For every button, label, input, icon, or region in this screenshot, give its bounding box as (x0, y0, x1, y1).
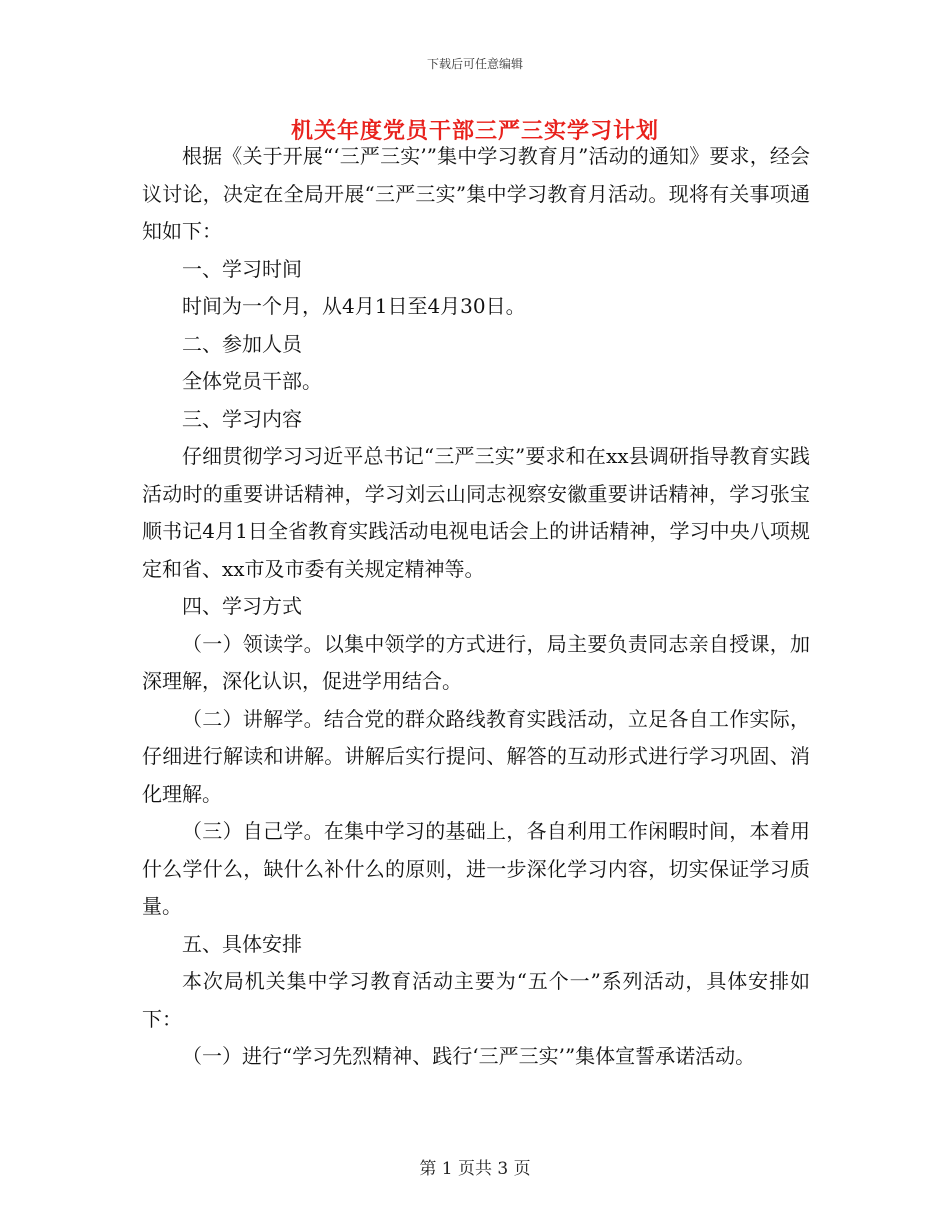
document-title: 机关年度党员干部三严三实学习计划 (290, 118, 659, 144)
section-heading-study-content: 三、学习内容 (182, 406, 302, 431)
paragraph-participants: 全体党员干部。 (182, 369, 322, 393)
section-heading-arrangement: 五、具体安排 (182, 931, 302, 956)
document-body (142, 138, 810, 1076)
section-heading-study-time: 一、学习时间 (182, 256, 302, 281)
paragraph-method-explanation: （二）讲解学。结合党的群众路线教育实践活动，立足各自工作实际，仔细进行解读和讲解。讲解后实行提问、解答的互动形式进行学习巩固、消化理解。 (142, 706, 810, 806)
paragraph-study-time: 时间为一个月，从4月1日至4月30日。 (182, 294, 526, 318)
paragraph-arrangement-intro: 本次局机关集中学习教育活动主要为“五个一”系列活动，具体安排如下： (142, 969, 810, 1031)
section-heading-study-method: 四、学习方式 (182, 594, 302, 618)
paragraph-study-content: 仔细贯彻学习习近平总书记“三严三实”要求和在xx县调研指导教育实践活动时的重要讲话精神，学习刘云山同志视察安徽重要讲话精神，学习张宝顺书记4月1日全省教育实践活动电视电话会上的讲话精神，学习中央八项规定和省、xx市及市委有关规定精神等。 (142, 444, 810, 581)
paragraph-arrangement-item-1: （一）进行“学习先烈精神、践行‘三严三实’”集体宣誓承诺活动。 (182, 1044, 756, 1068)
section-heading-participants: 二、参加人员 (182, 331, 302, 356)
paragraph-intro: 根据《关于开展“‘三严三实’”集中学习教育月”活动的通知》要求，经会议讨论，决定在全局开展“三严三实”集中学习教育月活动。现将有关事项通知如下： (142, 144, 810, 243)
paragraph-method-self-study: （三）自己学。在集中学习的基础上，各自利用工作闲暇时间，本着用什么学什么，缺什么补什么的原则，进一步深化学习内容，切实保证学习质量。 (142, 819, 810, 918)
page-number: 第 1 页共 3 页 (419, 1159, 531, 1179)
paragraph-method-guided-reading: （一）领读学。以集中领学的方式进行，局主要负责同志亲自授课，加深理解，深化认识，促进学用结合。 (142, 631, 810, 693)
page-header-note: 下载后可任意编辑 (426, 57, 523, 71)
